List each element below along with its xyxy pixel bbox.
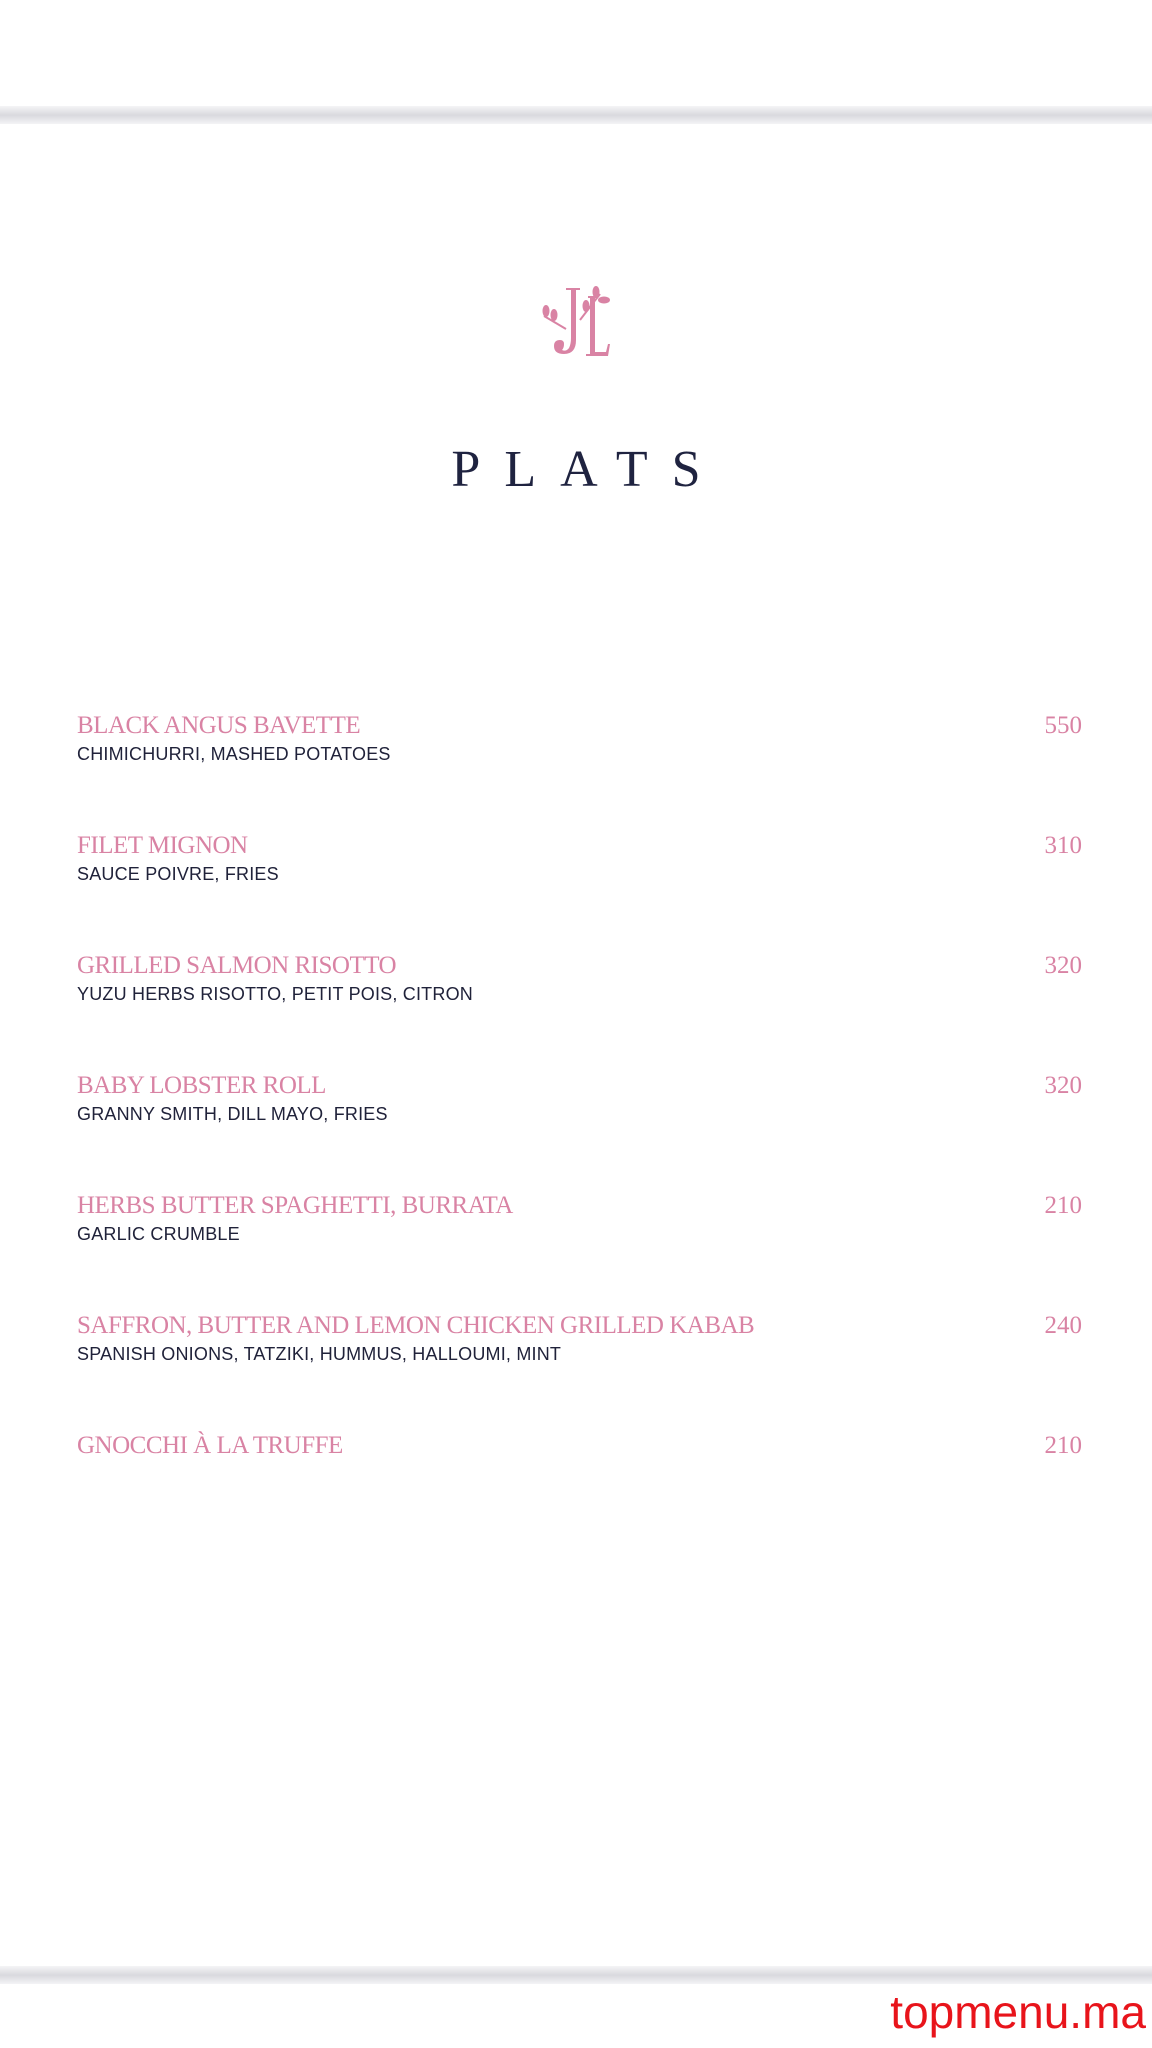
item-name: GRILLED SALMON RISOTTO	[77, 952, 397, 979]
section-title: PLATS	[451, 441, 725, 498]
item-price: 210	[1044, 1432, 1082, 1459]
item-price: 320	[1044, 1072, 1082, 1099]
menu-item	[77, 832, 1082, 885]
item-description: SPANISH ONIONS, TATZIKI, HUMMUS, HALLOUMI, MINT	[77, 1344, 562, 1364]
item-description: CHIMICHURRI, MASHED POTATOES	[77, 744, 391, 764]
item-price: 210	[1044, 1192, 1082, 1219]
menu-item	[77, 1192, 1082, 1245]
item-name: FILET MIGNON	[77, 832, 248, 859]
item-description: YUZU HERBS RISOTTO, PETIT POIS, CITRON	[77, 984, 473, 1004]
item-description: SAUCE POIVRE, FRIES	[77, 864, 279, 884]
top-divider	[0, 106, 1152, 124]
menu-item	[77, 712, 1082, 765]
item-price: 320	[1044, 952, 1082, 979]
bottom-divider	[0, 1966, 1152, 1984]
item-description: GARLIC CRUMBLE	[77, 1224, 240, 1244]
menu-item	[77, 1312, 1082, 1365]
item-price: 550	[1044, 712, 1082, 739]
menu-item	[77, 1432, 1082, 1460]
item-price: 310	[1044, 832, 1082, 859]
menu-item	[77, 952, 1082, 1005]
watermark: topmenu.ma	[890, 1986, 1146, 2038]
item-description: GRANNY SMITH, DILL MAYO, FRIES	[77, 1104, 388, 1124]
item-price: 240	[1044, 1312, 1082, 1339]
item-name: GNOCCHI À LA TRUFFE	[77, 1432, 343, 1459]
item-name: SAFFRON, BUTTER AND LEMON CHICKEN GRILLED KABAB	[77, 1312, 755, 1339]
item-name: BLACK ANGUS BAVETTE	[77, 712, 361, 739]
item-name: HERBS BUTTER SPAGHETTI, BURRATA	[77, 1192, 513, 1219]
logo-monogram-icon	[536, 282, 616, 362]
item-name: BABY LOBSTER ROLL	[77, 1072, 326, 1099]
menu-item	[77, 1072, 1082, 1125]
